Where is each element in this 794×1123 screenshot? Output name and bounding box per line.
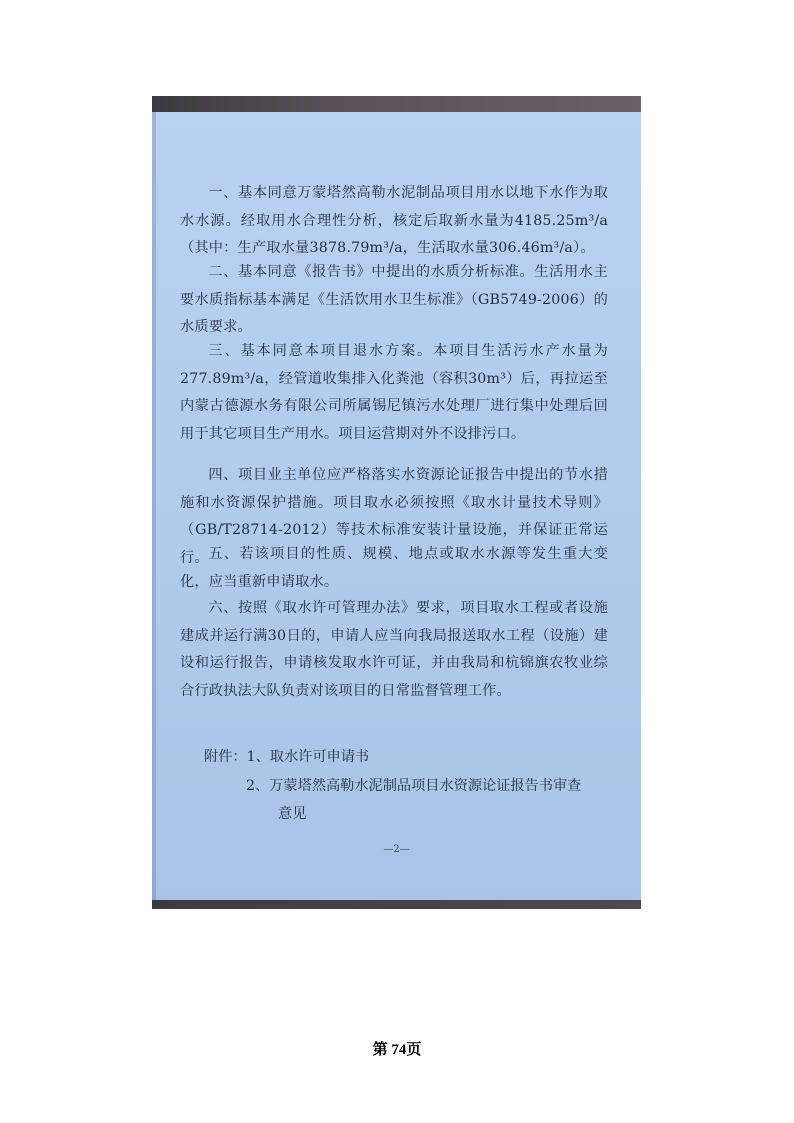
attachment-2-line2: 意见 <box>278 805 307 822</box>
attachment-2-line1: 2、万蒙塔然高勒水泥制品项目水资源论证报告书审查 <box>246 778 582 794</box>
paragraph-5: 五、若该项目的性质、规模、地点或取水水源等发生重大变化，应当重新申请取水。 <box>180 546 608 590</box>
attachments-label: 附件：1、取水许可申请书 <box>204 749 370 765</box>
paragraph-2: 二、基本同意《报告书》中提出的水质分析标准。生活用水主要水质指标基本满足《生活饮用水卫生标准》（GB5749-2006）的水质要求。 <box>180 264 608 336</box>
photo-top-edge <box>152 96 641 112</box>
paragraph-4: 四、项目业主单位应严格落实水资源论证报告中提出的节水措施和水资源保护措施。项目取水必须按照《取水计量技术导则》（GB/T28714-2012）等技术标准安装计量设施，并保证正常运行。 <box>180 467 608 566</box>
photo-bottom-edge <box>152 900 641 909</box>
attachment-2 <box>246 773 614 828</box>
page-number: 第 74页 <box>372 1042 422 1058</box>
scanned-document-photo <box>152 96 641 909</box>
paragraph-3: 三、基本同意本项目退水方案。本项目生活污水产水量为277.89m³/a，经管道收集排入化粪池（容积30m³）后，再拉运至内蒙古德源水务有限公司所属锡尼镇污水处理厂进行集中处理后回用于其它项目生产用水。项目运营期对外不设排污口。 <box>180 343 608 442</box>
paragraph-6: 六、按照《取水许可管理办法》要求，项目取水工程或者设施建成并运行满30日的，申请人应当向我局报送取水工程（设施）建设和运行报告，申请核发取水许可证，并由我局和杭锦旗农牧业综合行政执法大队负责对该项目的日常监督管理工作。 <box>180 600 608 699</box>
folio-number: —2— <box>383 844 410 855</box>
paragraph-1: 一、基本同意万蒙塔然高勒水泥制品项目用水以地下水作为取水水源。经取用水合理性分析，核定后取新水量为4185.25m³/a（其中：生产取水量3878.79m³/a，生活取水量306.46m³/a）。 <box>180 185 608 257</box>
photo-left-shade <box>152 112 156 900</box>
